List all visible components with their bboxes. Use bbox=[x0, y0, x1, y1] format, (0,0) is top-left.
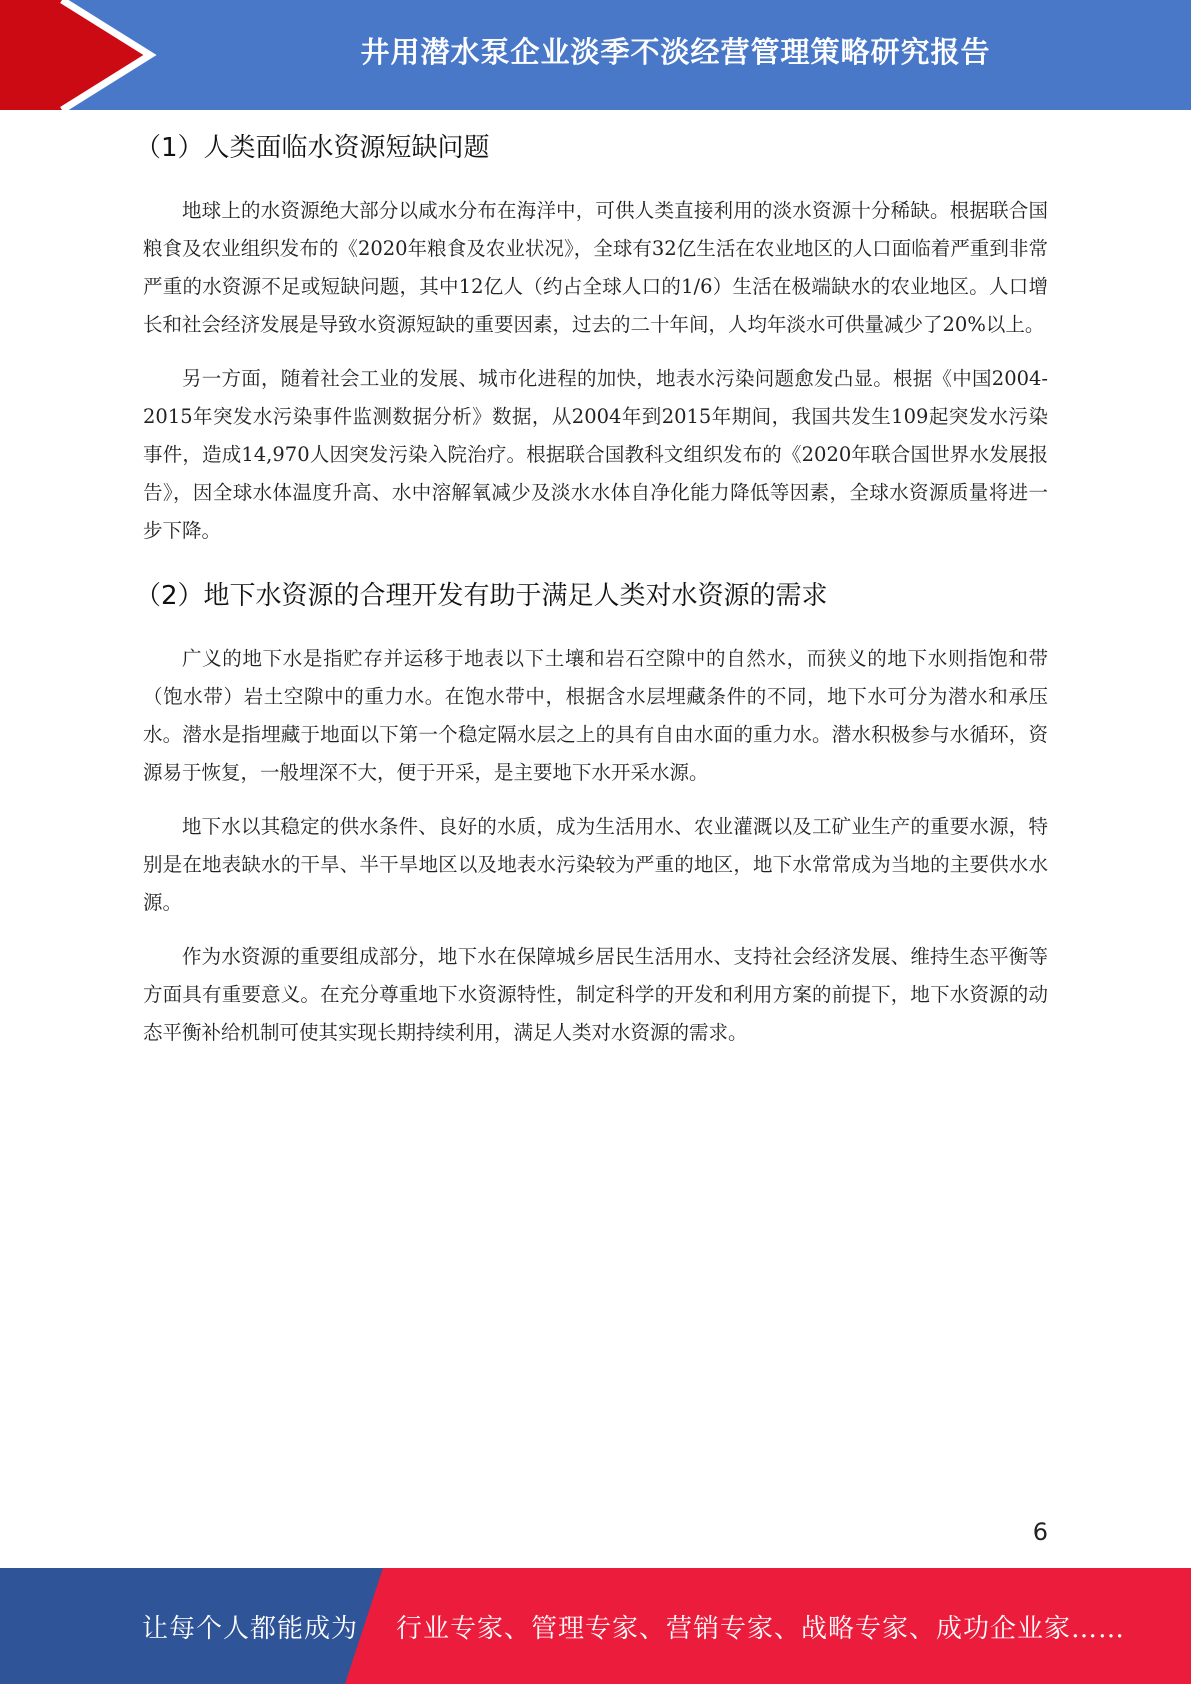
section-heading-2: （2）地下水资源的合理开发有助于满足人类对水资源的需求 bbox=[135, 581, 828, 611]
document-title: 井用潜水泵企业淡季不淡经营管理策略研究报告 bbox=[360, 34, 991, 69]
paragraph: 地下水以其稳定的供水条件、良好的水质，成为生活用水、农业灌溉以及工矿业生产的重要水源，特别是在地表缺水的干旱、半干旱地区以及地表水污染较为严重的地区，地下水常常成为当地的主要供水水源。 bbox=[143, 815, 1048, 914]
page-header bbox=[0, 0, 1191, 110]
paragraph: 广义的地下水是指贮存并运移于地表以下土壤和岩石空隙中的自然水，而狭义的地下水则指饱和带（饱水带）岩土空隙中的重力水。在饱水带中，根据含水层埋藏条件的不同，地下水可分为潜水和承压水。潜水是指埋藏于地面以下第一个稳定隔水层之上的具有自由水面的重力水。潜水积极参与水循环，资源易于恢复，一般埋深不大，便于开采，是主要地下水开采水源。 bbox=[143, 647, 1048, 784]
paragraph: 另一方面，随着社会工业的发展、城市化进程的加快，地表水污染问题愈发凸显。根据《中国2004-2015年突发水污染事件监测数据分析》数据，从2004年到2015年期间，我国共发生109起突发水污染事件，造成14,970人因突发污染入院治疗。根据联合国教科文组织发布的《2020年联合国世界水发展报告》，因全球水体温度升高、水中溶解氧减少及淡水水体自净化能力降低等因素，全球水资源质量将进一步下降。 bbox=[143, 367, 1048, 542]
page-number: 6 bbox=[1032, 1518, 1048, 1546]
section-heading-1: （1）人类面临水资源短缺问题 bbox=[135, 133, 490, 163]
page-content bbox=[135, 118, 1048, 1068]
footer-slogan-right: 行业专家、管理专家、营销专家、战略专家、成功企业家…… bbox=[396, 1613, 1126, 1644]
paragraph: 作为水资源的重要组成部分，地下水在保障城乡居民生活用水、支持社会经济发展、维持生态平衡等方面具有重要意义。在充分尊重地下水资源特性，制定科学的开发和利用方案的前提下，地下水资源的动态平衡补给机制可使其实现长期持续利用，满足人类对水资源的需求。 bbox=[143, 945, 1048, 1044]
page-footer bbox=[0, 1568, 1191, 1684]
paragraph: 地球上的水资源绝大部分以咸水分布在海洋中，可供人类直接利用的淡水资源十分稀缺。根据联合国粮食及农业组织发布的《2020年粮食及农业状况》，全球有32亿生活在农业地区的人口面临着严重到非常严重的水资源不足或短缺问题，其中12亿人（约占全球人口的1/6）生活在极端缺水的农业地区。人口增长和社会经济发展是导致水资源短缺的重要因素，过去的二十年间，人均年淡水可供量减少了20%以上。 bbox=[143, 199, 1048, 336]
footer-slogan-left: 让每个人都能成为 bbox=[142, 1613, 359, 1644]
